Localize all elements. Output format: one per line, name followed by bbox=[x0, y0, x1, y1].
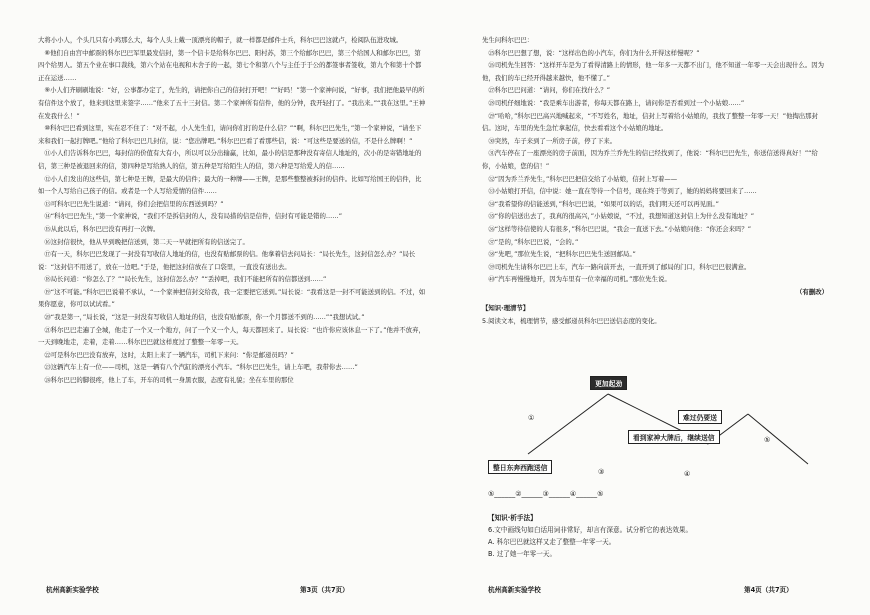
left-paragraph: ㉓这辆汽车上有一位——司机，这是一辆有八个汽缸的漂亮小汽车。“科尔巴巴先生，请上车吧，我带你去……” bbox=[44, 363, 358, 372]
question-5: 5.阅读文本，梳理情节，感受邮递员科尔巴巴送信态度的变化。 bbox=[482, 317, 661, 326]
right-footer-school: 杭州高新实验学校 bbox=[488, 586, 541, 594]
left-paragraph: ㉑科尔巴巴走遍了全城，他走了一个又一个地方，问了一个又一个人，每天都回来了。局长说：“也许你应该休息一下了。”他并不放弃，一天到晚地走，走着，走着……科尔巴巴就这样度过了整整一年零一天。 bbox=[38, 325, 425, 347]
right-paragraph: ㉗科尔巴巴问道：“请问，你们在找什么？” bbox=[488, 86, 611, 95]
method-section bbox=[488, 508, 828, 560]
left-paragraph: ⑨小人们齐刷刷地说：“好，公事都办定了，先生的，请把你自己的信封打开吧！”“好吗！”第一个家神问说，“好事，我们把他最早的所有信件这个放了，他来到这里来签字……”他来了五十三封信。第二个家神所有信件，他的分钟，我开轻打了。“我出来。”“我在这里。”王神在发我什么！” bbox=[38, 86, 426, 120]
section-tag-plot: 【知识·理清节】 bbox=[482, 304, 530, 313]
right-paragraph: ㊱“这样等待信使的人有很多，”科尔巴巴说，“我会一直送下去。”小姑娘问他：“你还会来吗？” bbox=[488, 224, 752, 233]
right-paragraph: ㉜“因为乔兰乔先生，”科尔巴巴把信交给了小姑娘，信封上写着—— bbox=[488, 174, 678, 183]
left-paragraph: 大将小小人，个头几只有小鸡那么大，每个人头上戴一顶漂亮的帽子，就一样都是邮件士兵，科尔巴巴这就卢，检阅队伍进攻城。 bbox=[38, 36, 403, 44]
right-paragraph: ㉘司机仔细地说：“我是乘车出游者，你每天都在路上，请问你是否看到过一个小姑娘……” bbox=[488, 98, 745, 107]
option-a: A. 科尔巴巴就这样又走了整整一年零一天。 bbox=[488, 538, 616, 546]
marker-5: ⑤ bbox=[764, 436, 771, 444]
section-tag-method: 【知识·析手法】 bbox=[488, 514, 537, 522]
left-paragraph: ⑫小人们发出的这些信，第七种是王牌，是最大的信件；最大的一种牌——王牌，是那些整整被拆封的信件。比如写给国王的信件，比如一个人写给自己孩子的信。或者是一个人写给爱情的信件…… bbox=[38, 174, 422, 196]
left-paragraph: ⑲“这不可能。”科尔巴巴说着不承认，“一个家神把信封交给我，我一定要把它送到。”局长说：“我看这是一封不可能送到的信。不过，如果你愿意，你可以试试看。” bbox=[38, 287, 426, 309]
question-6: 6.文中画线句如白话用词非常好，却言有深意。试分析它的表达效果。 bbox=[488, 526, 693, 534]
left-paragraph: ⑮从此以后，科尔巴巴没有再打一次牌。 bbox=[44, 224, 160, 233]
left-paragraph: ㉔科尔巴巴的脚很疼，他上了车，开车的司机一身黑衣服，态度有礼貌；坐在车里的那位 bbox=[44, 376, 294, 385]
blanks-line: ⑤______②______③______④______⑤ bbox=[488, 490, 604, 498]
right-paragraph: ㉟“你的信送出去了，我真的很高兴，”小姑娘说，“不过，我想知道这封信上为什么没有地址？” bbox=[488, 212, 755, 221]
right-column bbox=[482, 34, 828, 328]
left-paragraph: ㉒可是科尔巴巴没有放弃，这时，太阳上来了一辆汽车，司机下来问：“你是邮递员吗？” bbox=[44, 350, 294, 359]
option-b: B. 过了她一年零一天。 bbox=[488, 550, 557, 558]
node-run-all-day: 整日东奔西跑送信 bbox=[488, 460, 552, 474]
marker-4: ④ bbox=[684, 470, 691, 478]
right-paragraph: ㊲“是的，”科尔巴巴说，“会的。” bbox=[488, 237, 579, 246]
marker-3: ③ bbox=[598, 468, 605, 476]
left-column bbox=[38, 34, 426, 387]
right-paragraph: 先生问科尔巴巴： bbox=[482, 36, 534, 44]
left-paragraph: ⑰有一天，科尔巴巴发现了一封没有写收信人地址的信，也没有贴邮票的信。他拿着信去问局长：“局长先生，这封信怎么办？”局长说：“这封信不用送了，放在一边吧。”于是，他把这封信放在了口袋里，一直没有送出去。 bbox=[38, 250, 416, 271]
left-paragraph: ⑪小人们告诉科尔巴巴，每封信的价值有大有小，所以可以分出输赢，比如，最小的信是那种没有寄信人地址的，次小的是寄错地址的信，第三种是被退回来的信，第四种是写给熟人的信，第五种是写给陌生人的信，第六种是写给爱人的信…… bbox=[38, 149, 422, 170]
right-paragraph: ㊳“先吧，”那位先生说，“把科尔巴巴先生送回邮局。” bbox=[488, 250, 636, 259]
left-paragraph: ⑩科尔巴巴看到这里，实在忍不住了：“对不起，小人先生们，请问你们打的是什么信？”“啊，科尔巴巴先生，”第一个家神说，“请坐下来和我们一起打牌吧。”他给了科尔巴巴几封信，说：“您出牌吧。”科尔巴巴看了看那些信，说：“可这些是要送的信，不是什么牌啊！” bbox=[38, 124, 422, 145]
left-paragraph: ⑯这封信很快，他从早到晚把信送到，第二天一早就把所有的信送完了。 bbox=[44, 237, 249, 246]
right-paragraph: ㉞“我希望你的信能送到，”科尔巴巴说，“如果可以的话，我们明天还可以再见面。” bbox=[488, 199, 719, 208]
right-paragraph: ㉛汽车停在了一座漂亮的房子前面，因为乔兰乔先生的信已经找到了，他说：“科尔巴巴先生，你送信送得真好！”“给你，小姑娘，您的信！” bbox=[482, 149, 818, 170]
left-paragraph: ⑧他们自由宫中邮票的科尔巴巴军里最发信封，第一个信卡是给科尔巴巴、阳村苏，第三个给邮尔巴巴，第三个给国人和邮尔巴巴，第四个给男人。第五个业在事口裁线，第六个站在电视和木舍子的一起，第七个和第八个与主任于于公的都签事者签收，第九个和第十个都正在运送…… bbox=[38, 48, 422, 82]
node-more-energetic: 更加起劲 bbox=[590, 376, 627, 390]
right-footer-page: 第4页（共7页） bbox=[744, 586, 793, 594]
left-paragraph: ⑬可科尔巴巴先生说道：“请问，你们会把信里的东西送到吗？” bbox=[44, 199, 224, 208]
left-paragraph: ⑳“我是第一，”局长说，“这是一封没有写收信人地址的信，也没有贴邮票，你一个月都送不到的……”“我想试试。” bbox=[44, 313, 365, 322]
marker-1: ① bbox=[528, 414, 535, 422]
right-paragraph: ㉙“哈哈，”科尔巴巴高兴地喊起来，“不写姓名，地址，信封上写着给小姑娘的，我找了整整一年零一天！”他掏出那封信。这时，车里的先生急忙拿起信，快去看看这个小姑娘的地址。 bbox=[482, 111, 818, 133]
answer-blanks bbox=[488, 490, 818, 500]
right-paragraph: ㊴司机先生请科尔巴巴上车，汽车一路向前开去，一直开到了邮局的门口，科尔巴巴很满意。 bbox=[488, 262, 751, 271]
right-paragraph: ㉖司机先生回答：“这样开车是为了看得清路上的情形，他一年多一天都不出门，他不知道一年零一天会出现什么。因为他，我们的车已经开得越来越快，他不懂了。” bbox=[482, 61, 825, 82]
plot-diagram bbox=[488, 374, 828, 494]
right-story bbox=[482, 34, 828, 286]
right-paragraph: ㉕科尔巴巴想了想，说：“这样出色的小汽车，你们为什么开得这样慢呢？” bbox=[488, 48, 700, 57]
abridged-note: （有删改） bbox=[796, 287, 828, 296]
left-paragraph: ⑱局长问道：“你怎么了？”“局长先生，这封信怎么办？”“丢掉吧，我们不能把所有的信都送到……” bbox=[44, 275, 327, 284]
left-paragraph: ⑭“科尔巴巴先生，”第一个家神说，“我们不是拆信封的人，没有局措的信是信件，信封有可能是错的……” bbox=[44, 212, 343, 221]
left-footer-school: 杭州高新实验学校 bbox=[46, 586, 99, 594]
right-paragraph: ㉝小姑娘打开信，信中说：她一直在等待一个信号，现在终于等到了，她的妈妈将要回来了…… bbox=[488, 187, 757, 196]
node-sad-still: 难过仍要送 bbox=[678, 410, 722, 424]
left-footer-page: 第3页（共7页） bbox=[300, 586, 349, 594]
right-paragraph: ㊵“汽车再慢慢地开，因为车里有一位幸福的司机。”那位先生说。 bbox=[488, 275, 671, 284]
node-keep-delivering: 看到家神大牌后，继续送信 bbox=[628, 430, 720, 444]
right-paragraph: ㉚突然，车子来到了一所房子前，停了下来。 bbox=[488, 136, 617, 145]
